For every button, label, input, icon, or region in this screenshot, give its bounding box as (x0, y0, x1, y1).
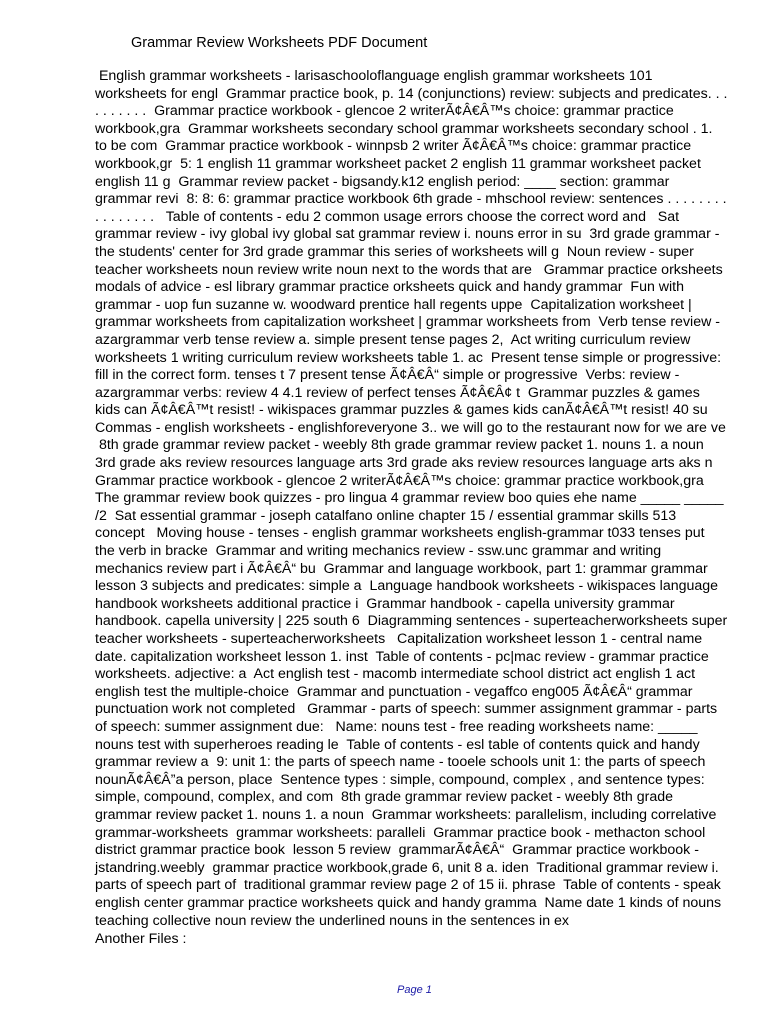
body-line: grammar review a 9: unit 1: the parts of speech name - tooele schools unit 1: the parts of speech (95, 754, 706, 771)
body-line: 3rd grade aks review resources language arts 3rd grade aks review resources language arts aks n (95, 455, 713, 472)
body-line: kids can Ã¢Â€Â™t resist! - wikispaces grammar puzzles & games kids canÃ¢Â€Â™t resist! 40 su (95, 402, 708, 419)
document-title: Grammar Review Worksheets PDF Document (131, 35, 428, 51)
body-line: simple, compound, complex, and com 8th grade grammar review packet - weebly 8th grade (95, 789, 674, 806)
body-line: teacher worksheets noun review write noun next to the words that are Grammar practice orksheets (95, 261, 723, 278)
body-line: worksheets. adjective: a Act english test - macomb intermediate school district act english 1 act (95, 666, 696, 683)
body-line: parts of speech part of traditional grammar review page 2 of 15 ii. phrase Table of contents - speak (95, 877, 721, 894)
body-line: concept Moving house - tenses - english grammar worksheets english-grammar t033 tenses put (95, 525, 705, 542)
body-line: grammar review - ivy global ivy global sat grammar review i. nouns error in su 3rd grade grammar - (95, 226, 720, 243)
body-line: workbook,gr 5: 1 english 11 grammar worksheet packet 2 english 11 grammar worksheet packet (95, 155, 701, 172)
body-line: nounÃ¢Â€Â”a person, place Sentence types : simple, compound, complex , and sentence types: (95, 771, 705, 788)
body-line: /2 Sat essential grammar - joseph catalfano online chapter 15 / essential grammar skills 513 (95, 507, 677, 524)
body-line: the verb in bracke Grammar and writing mechanics review - ssw.unc grammar and writing (95, 543, 662, 560)
body-line: worksheets for engl Grammar practice book, p. 14 (conjunctions) review: subjects and predicates. . . (95, 85, 728, 102)
body-line: grammar - uop fun suzanne w. woodward prentice hall regents uppe Capitalization worksheet | (95, 296, 692, 313)
body-line: . . . . . . . . Table of contents - edu 2 common usage errors choose the correct word and Sat (95, 208, 680, 225)
body-line: english 11 g Grammar review packet - bigsandy.k12 english period: ____ section: grammar (95, 173, 670, 190)
body-line: Grammar practice workbook - glencoe 2 writerÃ¢Â€Â™s choice: grammar practice workbook,gra (95, 472, 704, 489)
body-line: worksheets 1 writing curriculum review worksheets table 1. ac Present tense simple or progressive: (95, 349, 722, 366)
body-line: teaching collective noun review the underlined nouns in the sentences in ex (95, 912, 570, 929)
body-line: Commas - english worksheets - englishforeveryone 3.. we will go to the restaurant now for we are ve (95, 419, 726, 436)
body-line: modals of advice - esl library grammar practice orksheets quick and handy grammar Fun with (95, 279, 685, 296)
another-files-label: Another Files : (95, 931, 187, 947)
body-line: district grammar practice book lesson 5 review grammarÃ¢Â€Â“ Grammar practice workbook - (95, 842, 699, 859)
body-line: english center grammar practice worksheets quick and handy gramma Name date 1 kinds of nouns (95, 894, 722, 911)
body-line: grammar revi 8: 8: 6: grammar practice workbook 6th grade - mhschool review: sentences . . . . . . . . (95, 191, 727, 208)
body-line: jstandring.weebly grammar practice workbook,grade 6, unit 8 a. iden Traditional grammar review i. (95, 859, 719, 876)
body-line: grammar-worksheets grammar worksheets: paralleli Grammar practice book - methacton school (95, 824, 706, 841)
body-line: English grammar worksheets - larisaschooloflanguage english grammar worksheets 101 (95, 68, 653, 84)
body-line: workbook,gra Grammar worksheets secondary school grammar worksheets secondary school . 1. (95, 120, 713, 137)
body-line: 8th grade grammar review packet - weebly 8th grade grammar review packet 1. nouns 1. a noun (95, 437, 704, 454)
body-line: handbook worksheets additional practice i Grammar handbook - capella university grammar (95, 595, 675, 612)
page-number: Page 1 (397, 984, 432, 996)
body-line: to be com Grammar practice workbook - winnpsb 2 writer Ã¢Â€Â™s choice: grammar practice (95, 138, 692, 155)
body-line: date. capitalization worksheet lesson 1. inst Table of contents - pc|mac review - grammar practice (95, 648, 709, 665)
body-line: azargrammar verb tense review a. simple present tense pages 2, Act writing curriculum review (95, 331, 691, 348)
body-line: of speech: summer assignment due: Name: nouns test - free reading worksheets name: _____ (95, 718, 698, 735)
body-line: grammar review packet 1. nouns 1. a noun Grammar worksheets: parallelism, including correlative (95, 806, 717, 823)
body-line: teacher worksheets - superteacherworksheets Capitalization worksheet lesson 1 - central name (95, 631, 703, 647)
body-line: the students' center for 3rd grade grammar this series of worksheets will g Noun review - super (95, 243, 694, 260)
body-line: nouns test with superheroes reading le Table of contents - esl table of contents quick and handy (95, 736, 700, 753)
body-line: english test the multiple-choice Grammar and punctuation - vegaffco eng005 Ã¢Â€Â“ grammar (95, 683, 693, 700)
body-line: . . . . . . . Grammar practice workbook - glencoe 2 writerÃ¢Â€Â™s choice: grammar practice (95, 103, 674, 120)
body-line: punctuation work not completed Grammar - parts of speech: summer assignment grammar - parts (95, 701, 718, 718)
body-line: lesson 3 subjects and predicates: simple a Language handbook worksheets - wikispaces language (95, 578, 719, 595)
body-line: azargrammar verbs: review 4 4.1 review of perfect tenses Ã¢Â€Â¢ t Grammar puzzles & games (95, 384, 700, 401)
body-line: fill in the correct form. tenses t 7 present tense Ã¢Â€Â“ simple or progressive Verbs: review - (95, 367, 680, 384)
body-line: grammar worksheets from capitalization worksheet | grammar worksheets from Verb tense review - (95, 314, 720, 331)
body-line: The grammar review book quizzes - pro lingua 4 grammar review boo quies ehe name _____ _____ (95, 490, 724, 507)
body-line: mechanics review part i Ã¢Â€Â“ bu Grammar and language workbook, part 1: grammar grammar (95, 560, 708, 577)
document-body (95, 68, 745, 930)
body-line: handbook. capella university | 225 south 6 Diagramming sentences - superteacherworksheets super (95, 613, 728, 630)
